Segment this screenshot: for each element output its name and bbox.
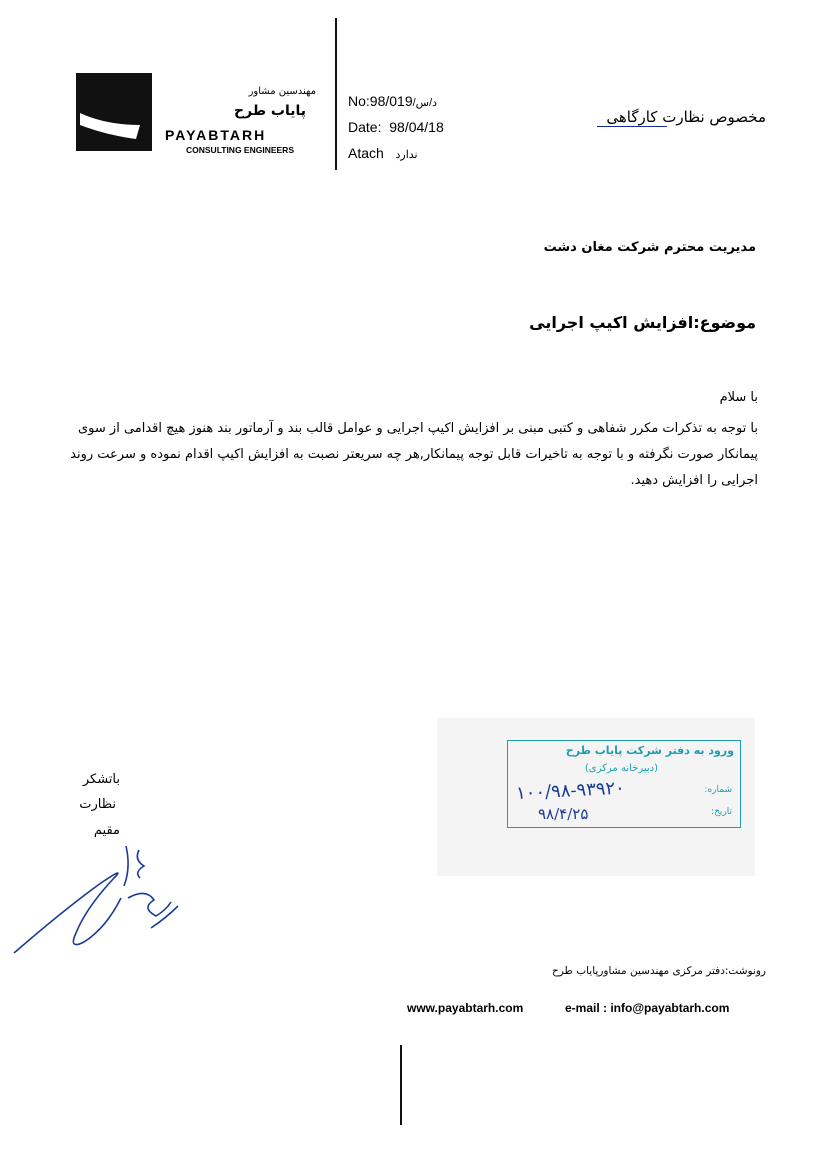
logo-mark-icon	[76, 73, 152, 151]
letter-number-label: No:98/	[348, 93, 390, 109]
letter-date	[348, 119, 444, 135]
firm-name-en: PAYABTARH	[165, 127, 267, 143]
date-label: Date:	[348, 119, 382, 135]
closing-resident: مقیم	[93, 823, 120, 838]
confidential-note: مخصوص نظارت کارگاهی	[606, 108, 766, 126]
closing-role: نظارت	[79, 797, 116, 812]
recipient: مدیریت محترم شرکت مغان دشت	[543, 240, 756, 255]
stamp-date-handwritten: ۹۸/۴/۲۵	[538, 805, 589, 823]
greeting: با سلام	[719, 390, 758, 405]
firm-subtitle-en: CONSULTING ENGINEERS	[186, 145, 294, 155]
firm-name-fa-small: مهندسین مشاور	[248, 86, 316, 97]
stamp-date-label: تاریخ:	[711, 807, 732, 817]
stamp-title: ورود به دفتر شرکت پایاب طرح	[565, 744, 734, 757]
carbon-copy: رونوشت:دفتر مرکزی مهندسین مشاورپایاب طرح	[551, 965, 766, 977]
email-link[interactable]: e-mail : info@payabtarh.com	[565, 1001, 730, 1015]
letter-number-code: د/س/	[412, 97, 438, 109]
stamp-number-label: شماره:	[704, 785, 732, 795]
closing-thanks: باتشکر	[82, 772, 120, 787]
attach-value: ندارد	[395, 149, 418, 161]
firm-name-fa: پایاب طرح	[234, 103, 306, 119]
receipt-stamp	[507, 740, 741, 828]
attach-label: Atach	[348, 145, 384, 161]
letter-number	[348, 93, 437, 109]
signature-icon	[6, 838, 206, 968]
website-link[interactable]: www.payabtarh.com	[407, 1001, 524, 1015]
firm-logo	[76, 73, 152, 151]
stamp-subtitle: (دبیرخانه مرکزی)	[584, 763, 658, 774]
date-value: 98/04/18	[389, 119, 444, 135]
subject-line: موضوع:افزایش اکیپ اجرایی	[529, 313, 756, 332]
stamp-number-handwritten: ۱۰۰/۹۸-۹۳۹۲۰	[515, 777, 626, 805]
confidential-underline	[597, 126, 667, 127]
body-paragraph: با توجه به تذکرات مکرر شفاهی و کتبی مبنی بر افزایش اکیپ اجرایی و عوامل قالب بند و آرماتور بند هنوز هیچ اقدامی از سوی پیمانکار صورت نگرفته و با توجه به تاخیرات قابل توجه پیمانکار,هر چه سریعتر نصبت به افزایش اکیپ اقدام نموده و سرعت روند اجرایی را افزایش دهید.	[70, 421, 758, 488]
letter-attachment	[348, 145, 418, 161]
letter-number-suffix: 019	[389, 93, 413, 109]
footer-divider	[400, 1045, 402, 1125]
header-divider	[335, 18, 337, 170]
